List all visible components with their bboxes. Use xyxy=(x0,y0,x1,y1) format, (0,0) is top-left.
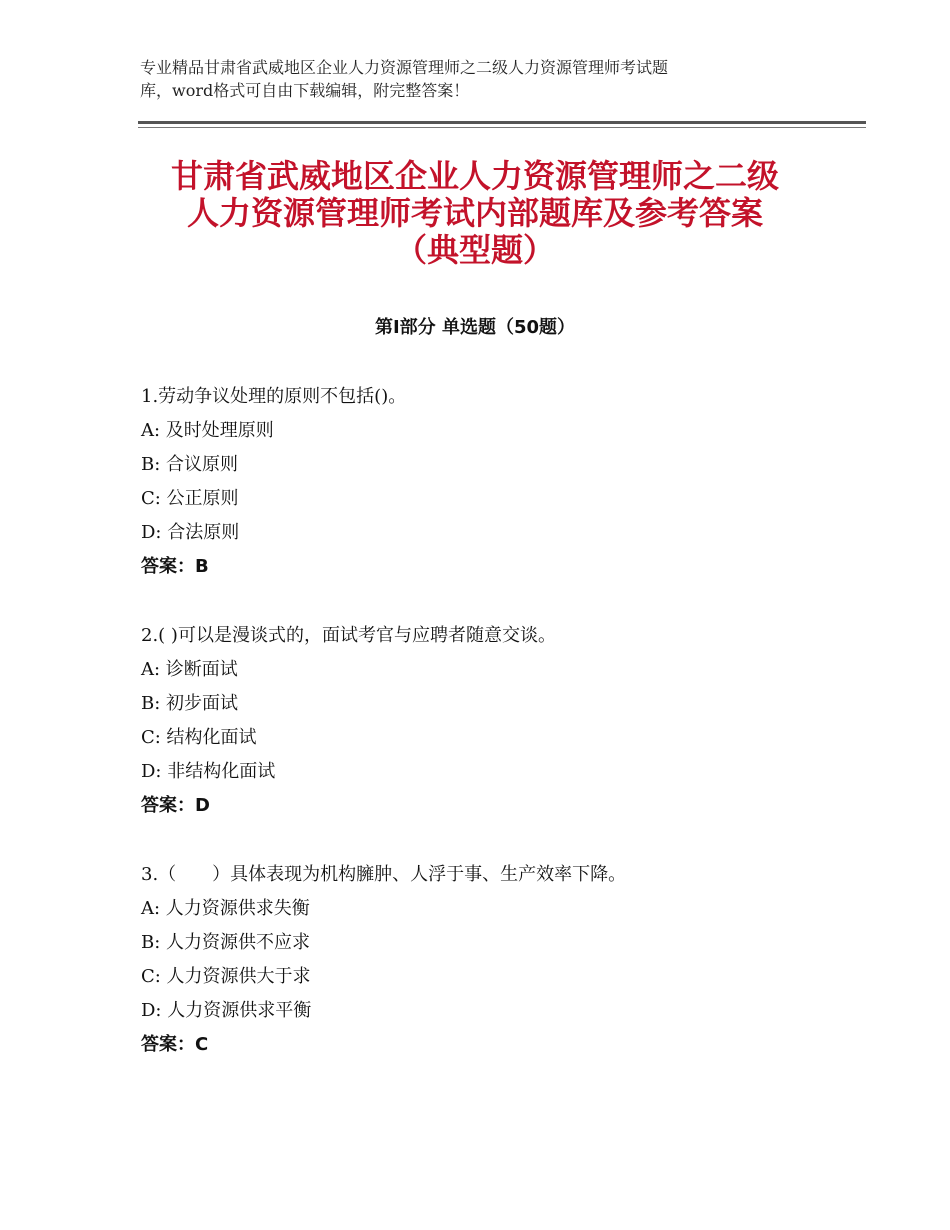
document-title-line-2: 人力资源管理师考试内部题库及参考答案 xyxy=(186,194,763,232)
question-3 xyxy=(141,858,861,1062)
header-divider xyxy=(138,121,866,124)
option-a: A: 诊断面试 xyxy=(141,659,238,680)
option-d: D: 非结构化面试 xyxy=(141,761,276,782)
header-note-line-2: 库，word格式可自由下载编辑，附完整答案！ xyxy=(140,81,470,100)
option-b: B: 合议原则 xyxy=(141,454,239,475)
header-note-line-1: 专业精品甘肃省武威地区企业人力资源管理师之二级人力资源管理师考试题 xyxy=(140,58,669,77)
option-b: B: 人力资源供不应求 xyxy=(141,932,311,953)
question-stem: 3.（ ）具体表现为机构臃肿、人浮于事、生产效率下降。 xyxy=(141,864,627,885)
option-b: B: 初步面试 xyxy=(141,693,239,714)
answer: 答案：D xyxy=(141,795,210,816)
question-stem: 2.( )可以是漫谈式的，面试考官与应聘者随意交谈。 xyxy=(141,625,556,646)
header-note xyxy=(140,56,820,102)
option-c: C: 结构化面试 xyxy=(141,727,257,748)
question-1 xyxy=(141,380,861,584)
section-heading: 第Ⅰ部分 单选题（50题） xyxy=(374,317,575,338)
option-a: A: 及时处理原则 xyxy=(141,420,274,441)
question-stem: 1.劳动争议处理的原则不包括()。 xyxy=(141,386,407,407)
option-d: D: 人力资源供求平衡 xyxy=(141,1000,312,1021)
answer: 答案：C xyxy=(141,1034,209,1055)
header-divider-thin xyxy=(138,127,866,128)
option-c: C: 公正原则 xyxy=(141,488,239,509)
document-title xyxy=(90,158,860,269)
option-c: C: 人力资源供大于求 xyxy=(141,966,311,987)
option-d: D: 合法原则 xyxy=(141,522,240,543)
answer: 答案：B xyxy=(141,556,209,577)
document-title-line-1: 甘肃省武威地区企业人力资源管理师之二级 xyxy=(170,157,779,195)
question-2 xyxy=(141,619,861,823)
option-a: A: 人力资源供求失衡 xyxy=(141,898,310,919)
document-title-line-3: （典型题） xyxy=(394,231,555,269)
